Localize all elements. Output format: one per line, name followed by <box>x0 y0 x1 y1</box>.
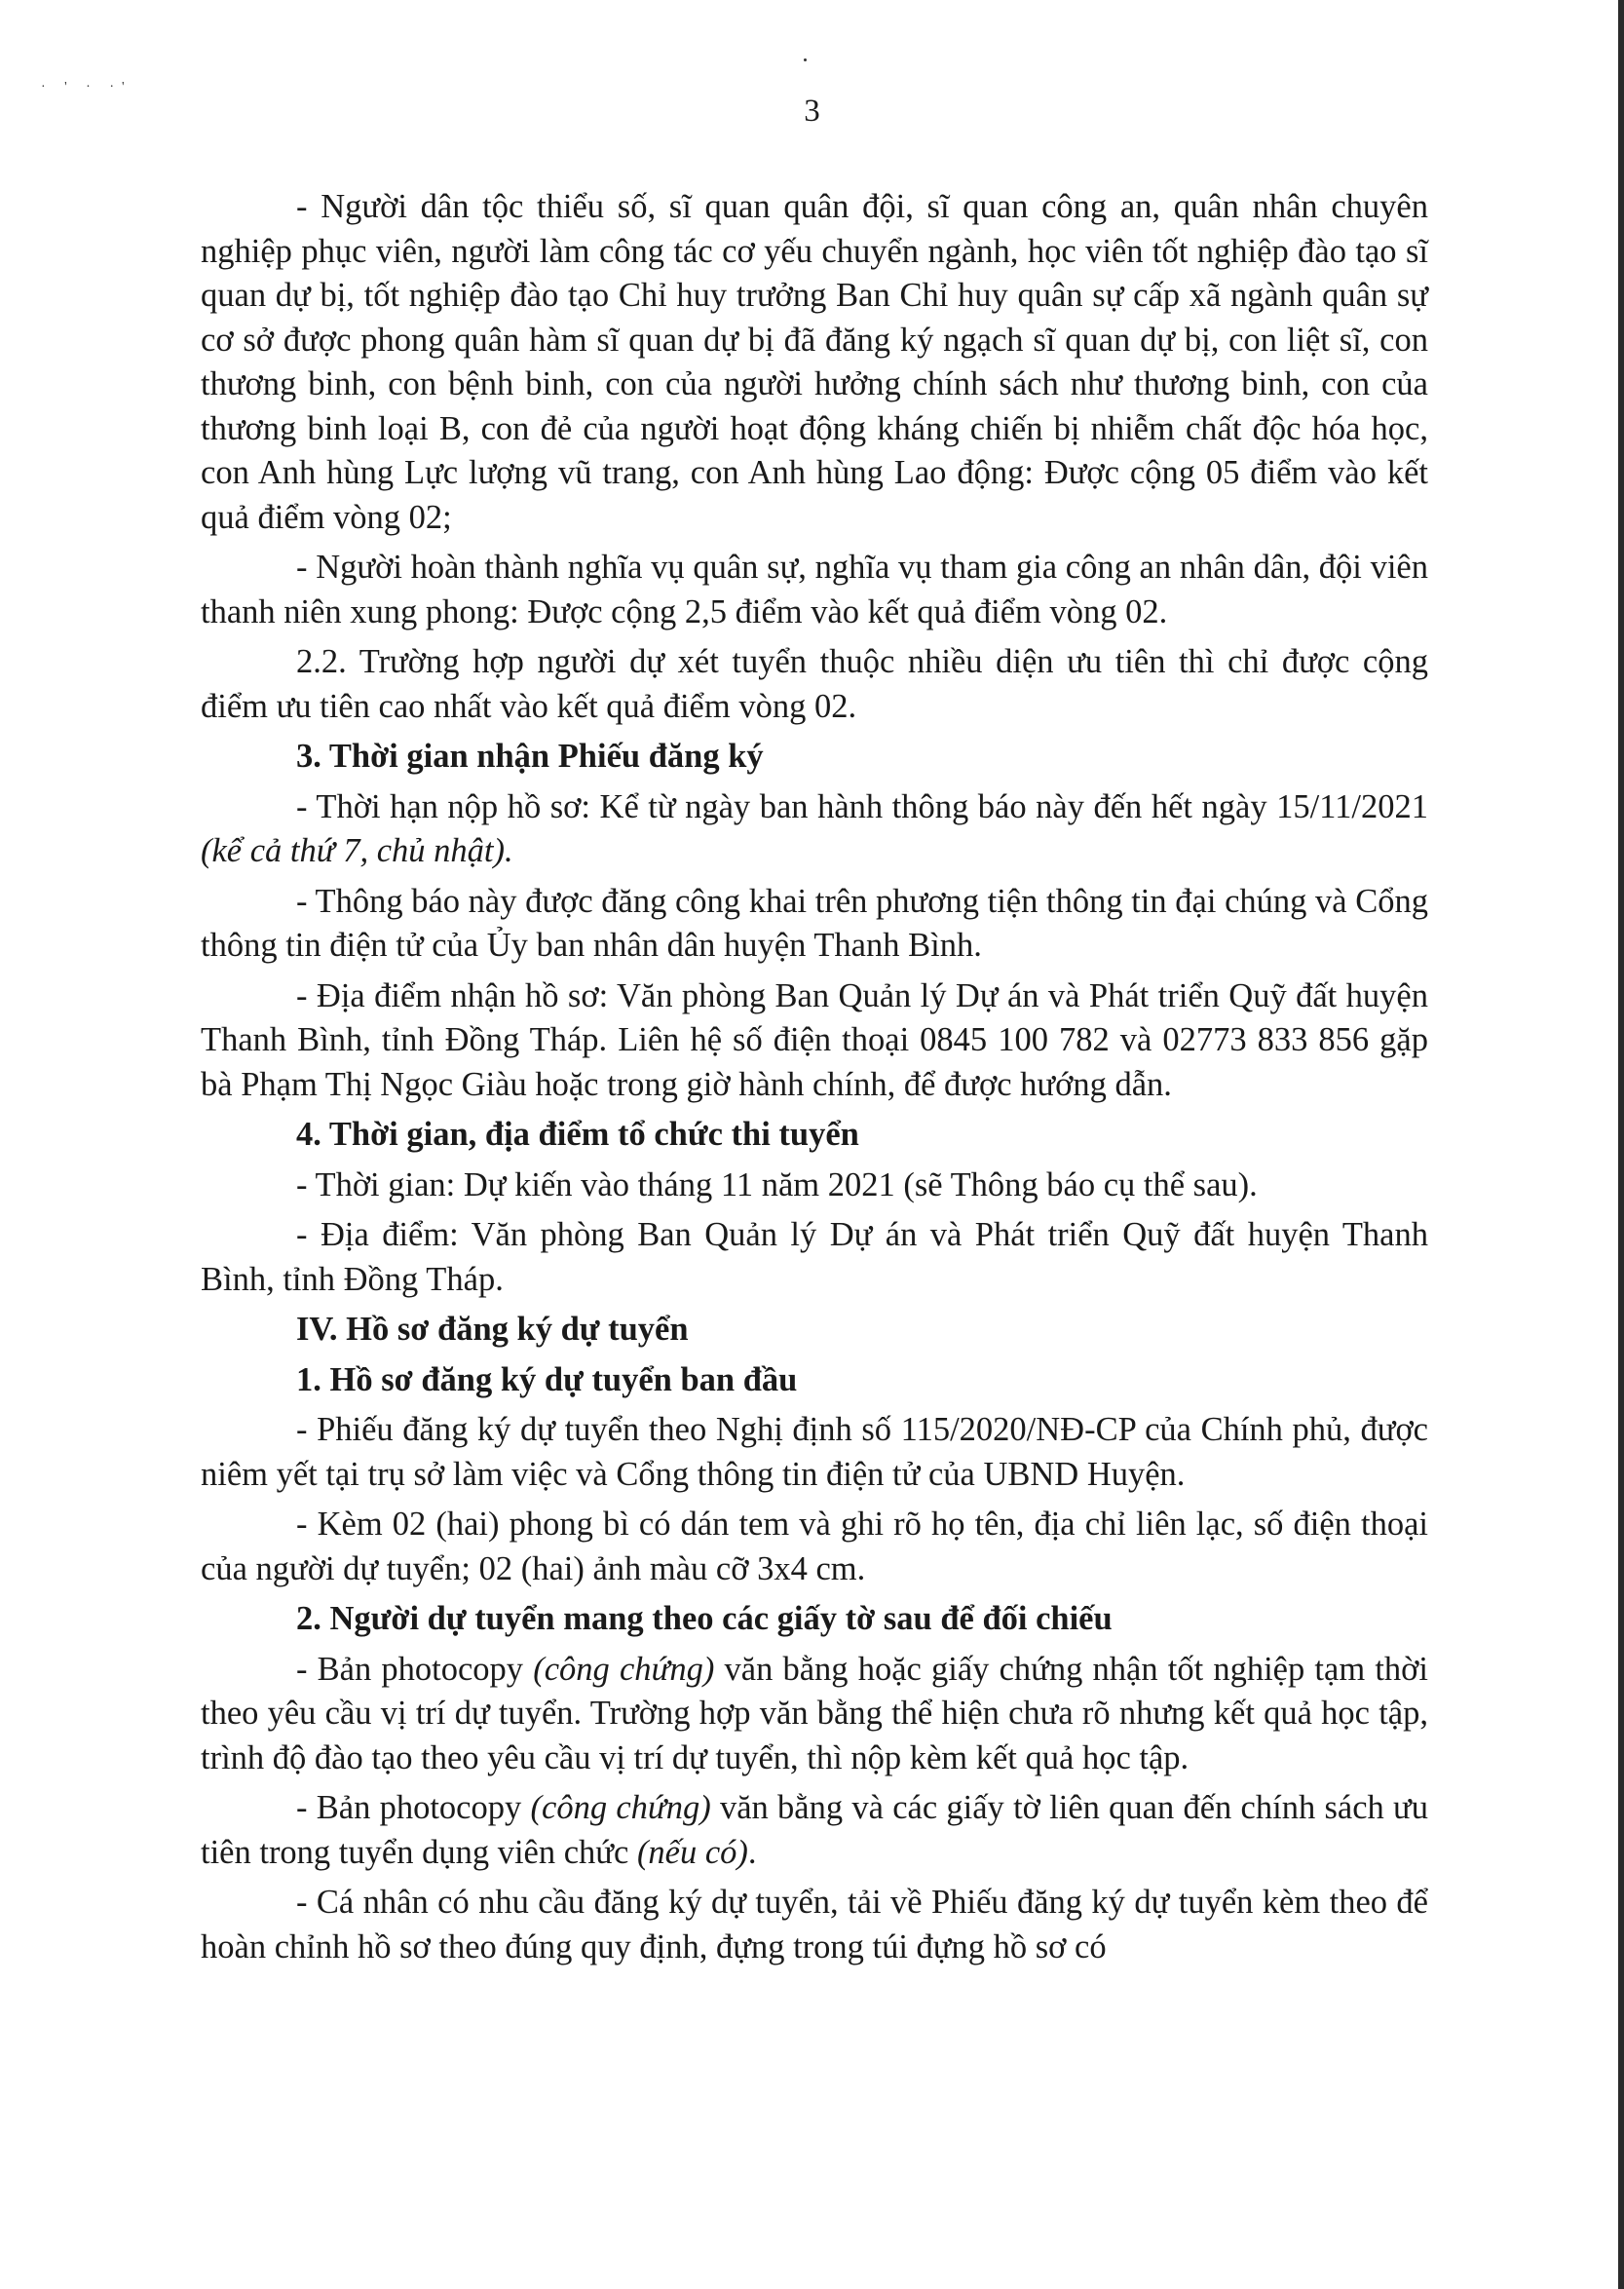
priority-docs-after: . <box>747 1833 757 1871</box>
paragraph-deadline <box>201 785 1428 874</box>
paragraph-download-form: - Cá nhân có nhu cầu đăng ký dự tuyển, tải về Phiếu đăng ký dự tuyển kèm theo để hoàn chỉnh hồ sơ theo đúng quy định, đựng trong túi đựng hồ sơ có <box>201 1884 1428 1965</box>
scan-specks: · ' · ·' <box>41 80 132 95</box>
diploma-notarized: (công chứng) <box>533 1650 715 1688</box>
diploma-text-before: - Bản photocopy <box>296 1650 534 1688</box>
heading-registration-time: 3. Thời gian nhận Phiếu đăng ký <box>296 738 764 775</box>
paragraph-priority-2-5pts: - Người hoàn thành nghĩa vụ quân sự, nghĩa vụ tham gia công an nhân dân, đội viên thanh niên xung phong: Được cộng 2,5 điểm vào kết quả điểm vòng 02. <box>201 549 1428 630</box>
priority-docs-middle: văn bằng và các giấy tờ liên quan đến chính sách ưu tiên trong tuyển dụng viên chức <box>201 1789 1428 1871</box>
paragraph-priority-5pts: - Người dân tộc thiểu số, sĩ quan quân đội, sĩ quan công an, quân nhân chuyên nghiệp phục viên, người làm công tác cơ yếu chuyển ngành, học viên tốt nghiệp đào tạo sĩ quan dự bị, tốt nghiệp đào tạo Chỉ huy trưởng Ban Chỉ huy quân sự cấp xã ngành quân sự cơ sở được phong quân hàm sĩ quan dự bị đã đăng ký ngạch sĩ quan dự bị, con liệt sĩ, con thương binh, con bệnh binh, con của người hưởng chính sách như thương binh, con của thương binh loại B, con đẻ của người hoạt động kháng chiến bị nhiễm chất độc hóa học, con Anh hùng Lực lượng vũ trang, con Anh hùng Lao động: Được cộng 05 điểm vào kết quả điểm vòng 02; <box>201 188 1428 536</box>
paragraph-envelopes-photos: - Kèm 02 (hai) phong bì có dán tem và ghi rõ họ tên, địa chỉ liên lạc, số điện thoại của người dự tuyển; 02 (hai) ảnh màu cỡ 3x4 cm. <box>201 1506 1428 1587</box>
paragraph-priority-documents <box>201 1786 1428 1875</box>
heading-documents-to-compare: 2. Người dự tuyển mang theo các giấy tờ sau để đối chiếu <box>296 1600 1113 1637</box>
document-body <box>201 185 1428 1975</box>
priority-docs-if-any: (nếu có) <box>636 1833 748 1871</box>
paragraph-exam-time: - Thời gian: Dự kiến vào tháng 11 năm 2021 (sẽ Thông báo cụ thể sau). <box>296 1165 1258 1203</box>
priority-docs-notarized: (công chứng) <box>530 1789 711 1826</box>
priority-docs-before: - Bản photocopy <box>296 1789 531 1826</box>
paragraph-multiple-priority: 2.2. Trường hợp người dự xét tuyển thuộc nhiều diện ưu tiên thì chỉ được cộng điểm ưu tiên cao nhất vào kết quả điểm vòng 02. <box>201 643 1428 725</box>
heading-exam-time-location: 4. Thời gian, địa điểm tổ chức thi tuyển <box>296 1116 859 1153</box>
deadline-note: (kể cả thứ 7, chủ nhật). <box>201 832 513 869</box>
paragraph-publication: - Thông báo này được đăng công khai trên phương tiện thông tin đại chúng và Cổng thông tin điện tử của Ủy ban nhân dân huyện Thanh Bình. <box>201 882 1428 964</box>
heading-initial-dossier: 1. Hồ sơ đăng ký dự tuyển ban đầu <box>296 1360 798 1398</box>
deadline-text: - Thời hạn nộp hồ sơ: Kể từ ngày ban hành thông báo này đến hết ngày 15/11/2021 <box>296 787 1428 825</box>
heading-application-dossier: IV. Hồ sơ đăng ký dự tuyển <box>296 1311 689 1348</box>
paragraph-diploma-copy <box>201 1648 1428 1781</box>
scan-speck <box>804 58 807 61</box>
scan-border <box>1618 0 1624 2289</box>
paragraph-registration-form: - Phiếu đăng ký dự tuyển theo Nghị định số 115/2020/NĐ-CP của Chính phủ, được niêm yết tại trụ sở làm việc và Cổng thông tin điện tử của UBND Huyện. <box>201 1411 1428 1493</box>
page-number: 3 <box>804 94 820 129</box>
paragraph-location: - Địa điểm nhận hồ sơ: Văn phòng Ban Quản lý Dự án và Phát triển Quỹ đất huyện Thanh Bình, tỉnh Đồng Tháp. Liên hệ số điện thoại 0845 100 782 và 02773 833 856 gặp bà Phạm Thị Ngọc Giàu hoặc trong giờ hành chính, để được hướng dẫn. <box>201 976 1428 1103</box>
paragraph-exam-location: - Địa điểm: Văn phòng Ban Quản lý Dự án và Phát triển Quỹ đất huyện Thanh Bình, tỉnh Đồng Tháp. <box>201 1216 1428 1298</box>
diploma-text-after: văn bằng hoặc giấy chứng nhận tốt nghiệp tạm thời theo yêu cầu vị trí dự tuyển. Trường hợp văn bằng thể hiện chưa rõ nhưng kết quả học tập, trình độ đào tạo theo yêu cầu vị trí dự tuyển, thì nộp kèm kết quả học tập. <box>201 1650 1428 1776</box>
